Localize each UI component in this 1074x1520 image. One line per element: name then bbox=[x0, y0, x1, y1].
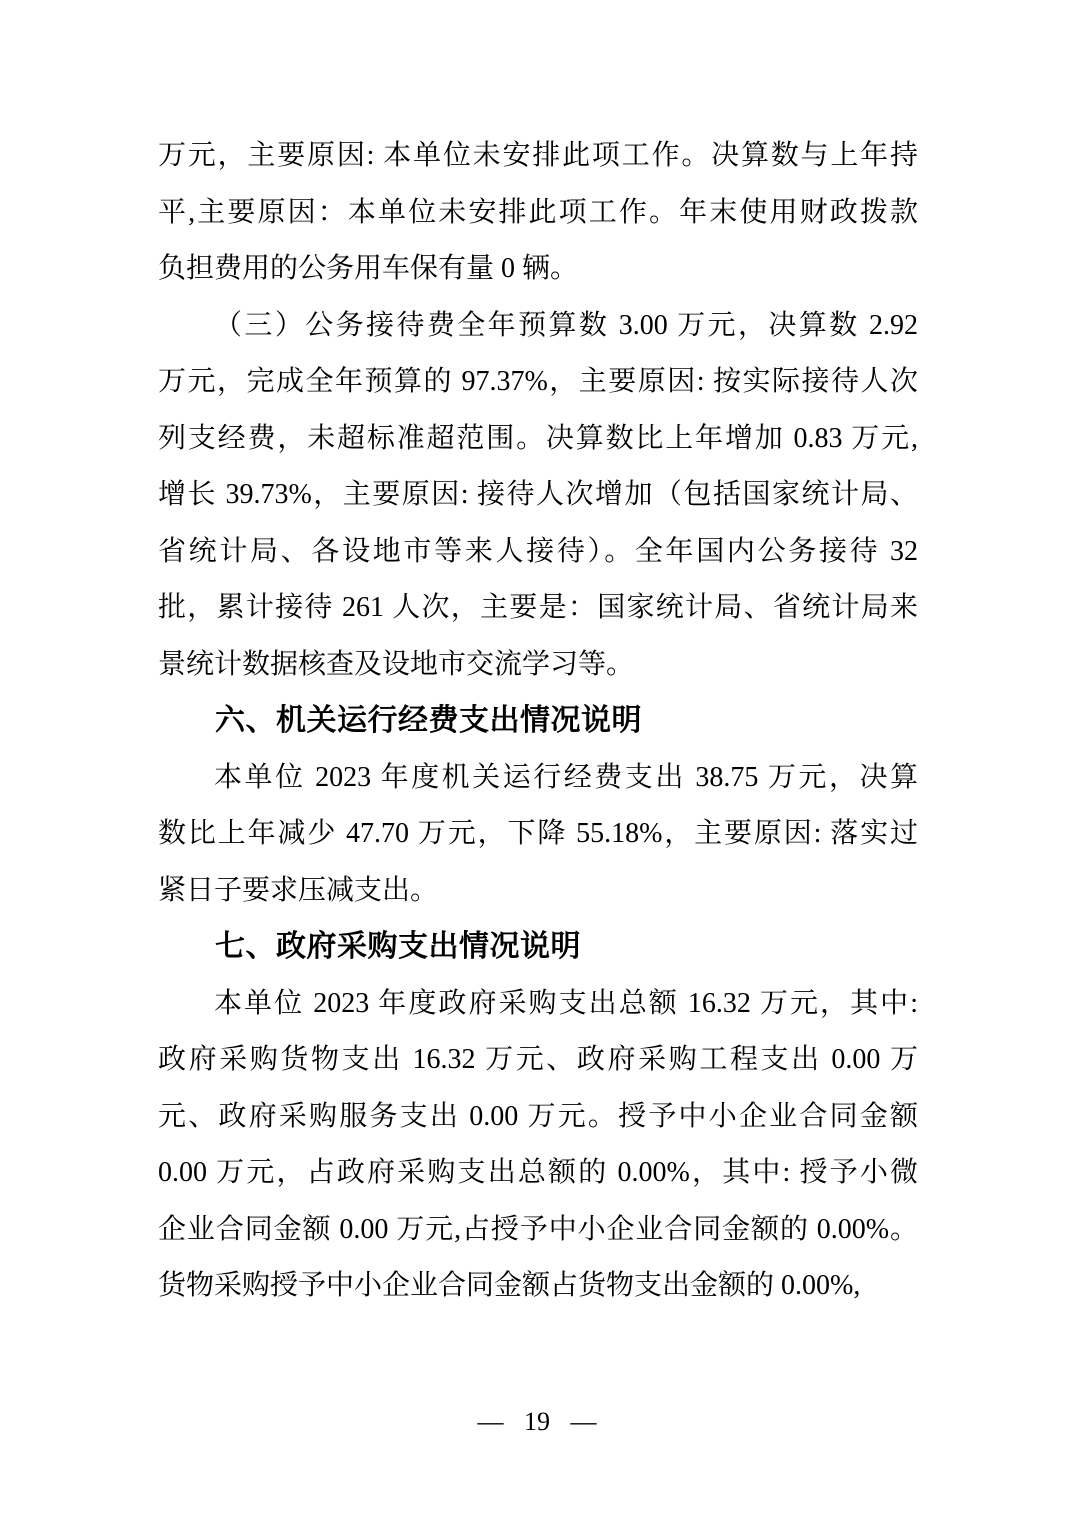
body-line: （三）公务接待费全年预算数 3.00 万元，决算数 2.92 bbox=[214, 309, 918, 341]
body-line: 元、政府采购服务支出 0.00 万元。授予中小企业合同金额 bbox=[158, 1100, 918, 1132]
body-line: 货物采购授予中小企业合同金额占货物支出金额的 0.00%, bbox=[158, 1270, 861, 1301]
body-line: 增长 39.73%，主要原因: 接待人次增加（包括国家统计局、 bbox=[158, 479, 918, 510]
document-text-block bbox=[158, 128, 918, 1315]
body-line: 政府采购货物支出 16.32 万元、政府采购工程支出 0.00 万 bbox=[158, 1044, 918, 1075]
body-line: 本单位 2023 年度机关运行经费支出 38.75 万元，决算 bbox=[214, 761, 918, 793]
section-heading-six: 六、机关运行经费支出情况说明 bbox=[215, 704, 642, 737]
body-line: 列支经费，未超标准超范围。决算数比上年增加 0.83 万元, bbox=[158, 422, 918, 454]
body-line: 数比上年减少 47.70 万元，下降 55.18%，主要原因: 落实过 bbox=[158, 818, 918, 849]
body-line: 万元，完成全年预算的 97.37%，主要原因: 按实际接待人次 bbox=[158, 366, 918, 397]
body-line: 省统计局、各设地市等来人接待）。全年国内公务接待 32 bbox=[158, 535, 918, 567]
body-line: 万元，主要原因: 本单位未安排此项工作。决算数与上年持 bbox=[158, 140, 918, 171]
body-line: 平,主要原因：本单位未安排此项工作。年末使用财政拨款 bbox=[158, 196, 918, 228]
body-line: 0.00 万元，占政府采购支出总额的 0.00%，其中: 授予小微 bbox=[158, 1157, 918, 1188]
body-line: 负担费用的公务用车保有量 0 辆。 bbox=[158, 253, 579, 284]
body-line: 企业合同金额 0.00 万元,占授予中小企业合同金额的 0.00%。 bbox=[158, 1213, 918, 1245]
body-line: 景统计数据核查及设地市交流学习等。 bbox=[158, 648, 635, 680]
body-line: 紧日子要求压减支出。 bbox=[158, 874, 439, 906]
body-line: 批，累计接待 261 人次，主要是：国家统计局、省统计局来 bbox=[158, 592, 918, 623]
section-heading-seven: 七、政府采购支出情况说明 bbox=[215, 930, 581, 963]
page-number: — 19 — bbox=[477, 1407, 597, 1436]
body-line: 本单位 2023 年度政府采购支出总额 16.32 万元，其中: bbox=[214, 987, 918, 1019]
